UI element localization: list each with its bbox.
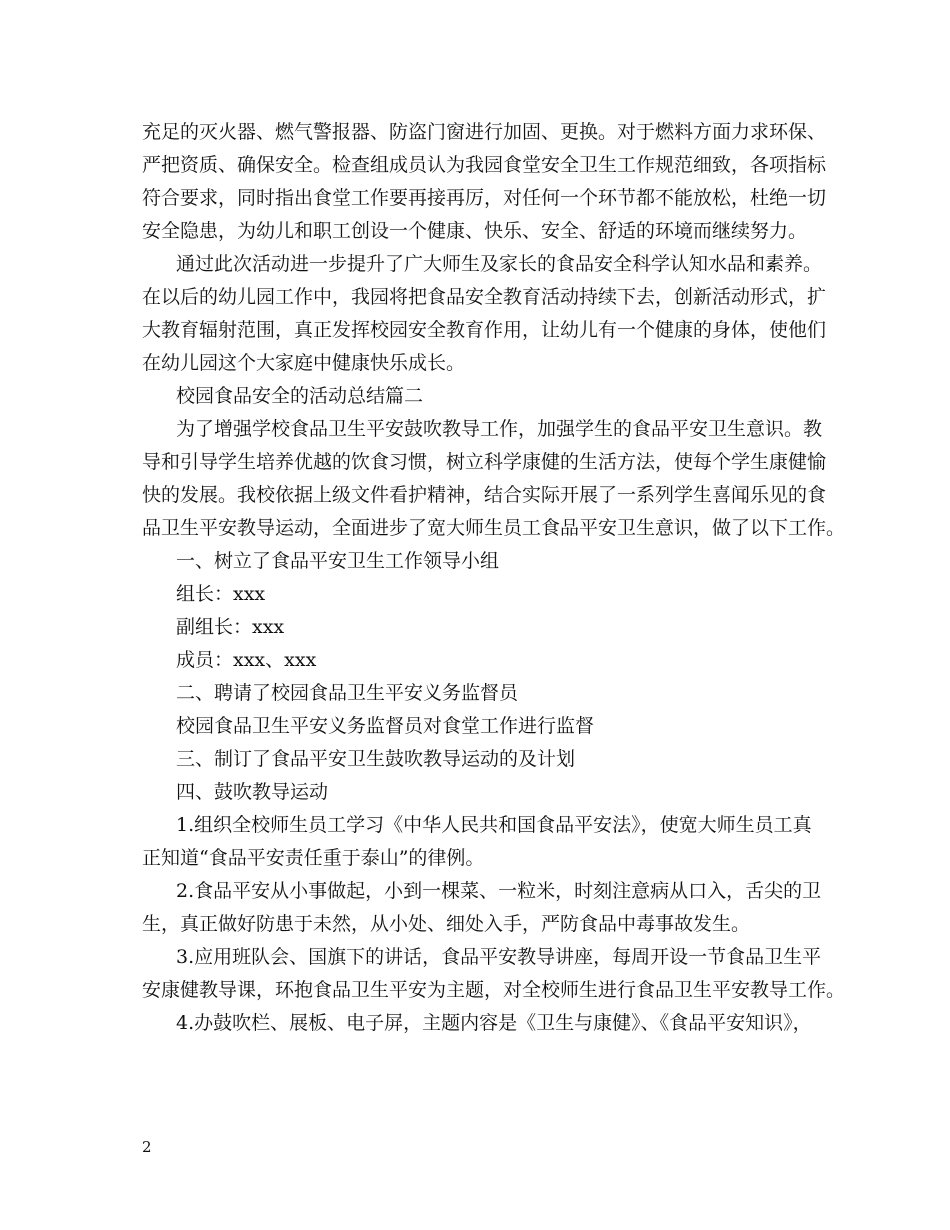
section-heading: 校园食品安全的活动总结篇二 bbox=[176, 385, 424, 407]
text-line: 2.食品平安从小事做起，小到一棵菜、一粒米，时刻注意病从口入，舌尖的卫 bbox=[176, 880, 822, 902]
text-line: 组长：xxx bbox=[176, 583, 266, 605]
text-line: 一、树立了食品平安卫生工作领导小组 bbox=[176, 550, 500, 572]
text-line: 1.组织全校师生员工学习《中华人民共和国食品平安法》，使宽大师生员工真 bbox=[176, 814, 812, 836]
text-line: 导和引导学生培养优越的饮食习惯，树立科学康健的生活方法，使每个学生康健愉 bbox=[142, 451, 827, 473]
text-line: 大教育辐射范围，真正发挥校园安全教育作用，让幼儿有一个健康的身体，使他们 bbox=[142, 319, 827, 341]
text-line: 品卫生平安教导运动，全面进步了宽大师生员工食品平安卫生意识，做了以下工作。 bbox=[142, 517, 846, 539]
text-line: 二、聘请了校园食品卫生平安义务监督员 bbox=[176, 682, 519, 704]
text-line: 四、鼓吹教导运动 bbox=[176, 781, 329, 803]
text-line: 生，真正做好防患于未然，从小处、细处入手，严防食品中毒事故发生。 bbox=[142, 913, 751, 935]
text-line: 符合要求，同时指出食堂工作要再接再厉，对任何一个环节都不能放松，杜绝一切 bbox=[142, 187, 827, 209]
text-line: 三、制订了食品平安卫生鼓吹教导运动的及计划 bbox=[176, 748, 576, 770]
text-line: 副组长：xxx bbox=[176, 616, 285, 638]
text-line: 3.应用班队会、国旗下的讲话，食品平安教导讲座，每周开设一节食品卫生平 bbox=[176, 946, 822, 968]
text-line: 在以后的幼儿园工作中，我园将把食品安全教育活动持续下去，创新活动形式，扩 bbox=[142, 286, 827, 308]
text-line: 快的发展。我校依据上级文件看护精神，结合实际开展了一系列学生喜闻乐见的食 bbox=[142, 484, 827, 506]
page-number: 2 bbox=[142, 1138, 152, 1156]
text-line: 严把资质、确保安全。检查组成员认为我园食堂安全卫生工作规范细致，各项指标 bbox=[142, 154, 827, 176]
text-line: 为了增强学校食品卫生平安鼓吹教导工作，加强学生的食品平安卫生意识。教 bbox=[176, 418, 823, 440]
text-line: 安全隐患，为幼儿和职工创设一个健康、快乐、安全、舒适的环境而继续努力。 bbox=[142, 220, 808, 242]
text-line: 校园食品卫生平安义务监督员对食堂工作进行监督 bbox=[176, 715, 595, 737]
text-line: 安康健教导课，环抱食品卫生平安为主题，对全校师生进行食品卫生平安教导工作。 bbox=[142, 979, 846, 1001]
text-line: 正知道“食品平安责任重于泰山”的律例。 bbox=[142, 847, 485, 869]
text-line: 4.办鼓吹栏、展板、电子屏，主题内容是《卫生与康健》、《食品平安知识》， bbox=[176, 1012, 812, 1034]
text-line: 在幼儿园这个大家庭中健康快乐成长。 bbox=[142, 352, 466, 374]
text-line: 通过此次活动进一步提升了广大师生及家长的食品安全科学认知水品和素养。 bbox=[176, 253, 823, 275]
text-line: 充足的灭火器、燃气警报器、防盗门窗进行加固、更换。对于燃料方面力求环保、 bbox=[142, 121, 827, 143]
text-line: 成员：xxx、xxx bbox=[176, 649, 317, 671]
